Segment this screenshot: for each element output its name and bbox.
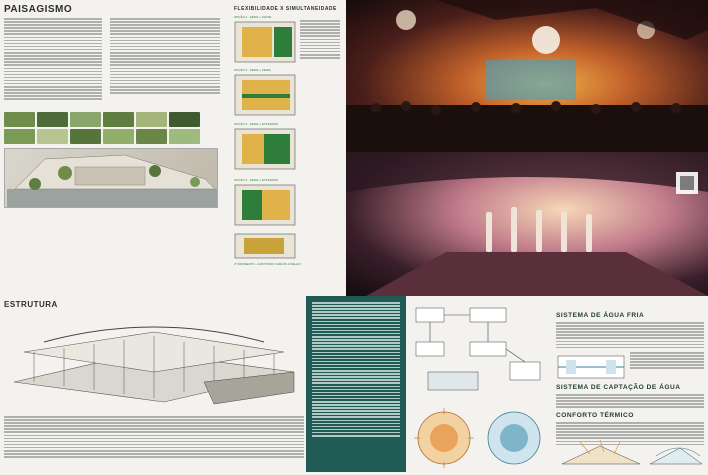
sun-path-diagrams bbox=[410, 406, 550, 470]
flex-option-4: OPÇÃO 4 : FEIRA + EXTENSÃO bbox=[234, 178, 296, 231]
paisagismo-text-col1 bbox=[4, 18, 102, 102]
paisagismo-title: PAISAGISMO bbox=[4, 4, 73, 15]
captacao-title: SISTEMA DE CAPTAÇÃO DE ÁGUA bbox=[556, 384, 681, 391]
concert-scene-top bbox=[346, 0, 708, 152]
plant-photo-grid bbox=[4, 112, 200, 144]
option3-plan bbox=[234, 126, 296, 170]
flex-text bbox=[300, 20, 340, 60]
water-diagram bbox=[410, 302, 550, 402]
site-plan-image bbox=[4, 148, 218, 208]
floor-label: 2º PAVIMENTO - AUDITÓRIO CARLOS COELHO bbox=[234, 262, 301, 266]
auditorium-plan bbox=[234, 232, 296, 262]
info-panel-teal bbox=[306, 296, 406, 472]
teal-text bbox=[312, 302, 400, 438]
flex-option-1: OPÇÃO 1 : FEIRA + SHOW bbox=[234, 15, 296, 68]
estrutura-title: ESTRUTURA bbox=[4, 300, 58, 309]
structure-isometric bbox=[4, 312, 304, 412]
thermal-comfort-drawing bbox=[560, 440, 704, 470]
structure-drawing bbox=[4, 312, 304, 412]
option2-plan bbox=[234, 72, 296, 116]
concert-photo-top bbox=[346, 0, 708, 152]
agua-fria-title: SISTEMA DE ÁGUA FRIA bbox=[556, 312, 645, 319]
flex-option-2: OPÇÃO 2 : FEIRA + FEIRA bbox=[234, 68, 296, 121]
site-plan-drawing bbox=[5, 149, 219, 209]
captacao-text-2 bbox=[556, 394, 704, 409]
runway-scene bbox=[346, 152, 708, 296]
estrutura-text bbox=[4, 416, 304, 459]
option1-plan bbox=[234, 19, 296, 63]
thermal-section bbox=[560, 440, 704, 470]
fashion-show-photo bbox=[346, 152, 708, 296]
conforto-title: CONFORTO TÉRMICO bbox=[556, 412, 634, 419]
paisagismo-text-col2 bbox=[110, 18, 220, 95]
option4-plan bbox=[234, 182, 296, 226]
water-section bbox=[556, 352, 626, 382]
flex-title: FLEXIBILIDADE X SIMULTANEIDADE bbox=[234, 6, 337, 12]
water-section-drawing bbox=[556, 352, 626, 382]
captacao-text bbox=[630, 352, 704, 371]
sun-diagrams bbox=[410, 406, 550, 470]
agua-fria-text bbox=[556, 322, 704, 350]
water-schema bbox=[410, 302, 550, 402]
flex-option-3: OPÇÃO 3 : FEIRA + EXTENSÃO bbox=[234, 122, 296, 175]
